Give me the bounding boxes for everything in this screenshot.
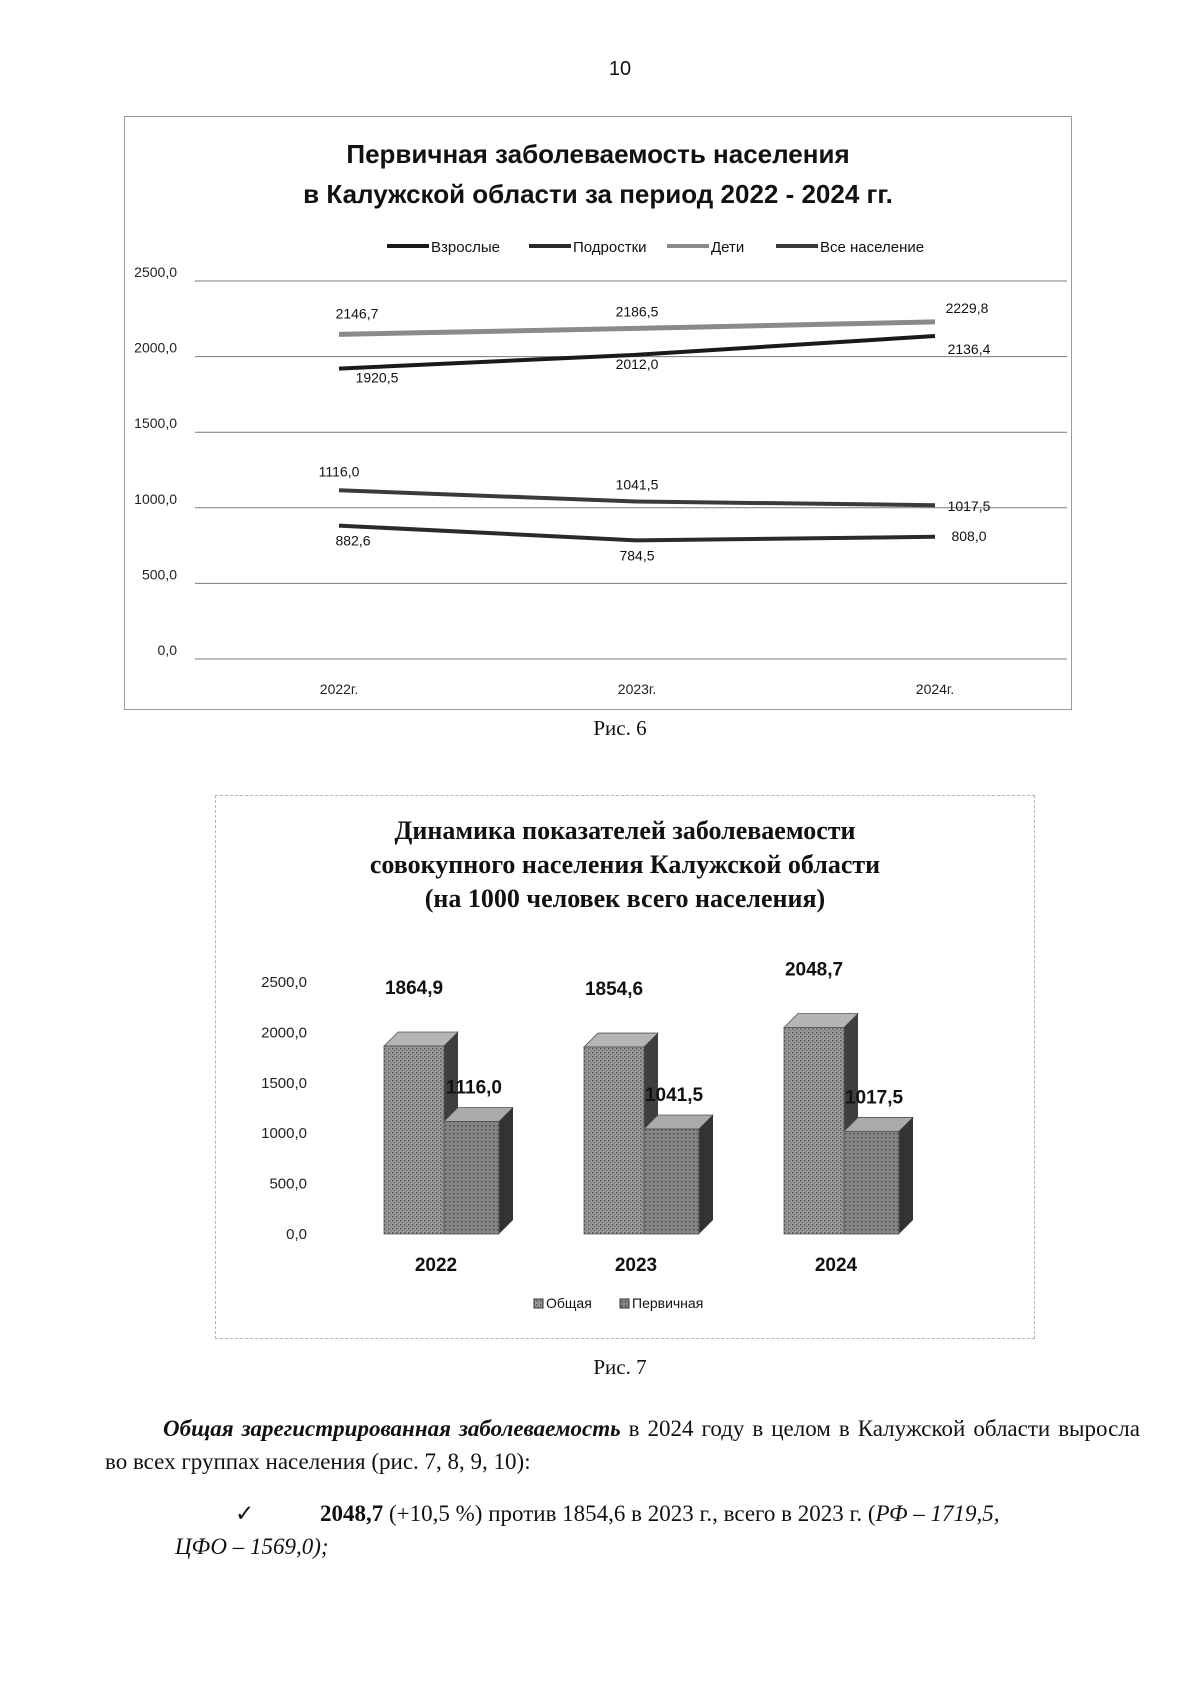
data-label: 2229,8 bbox=[945, 299, 989, 316]
series-line-3 bbox=[339, 490, 935, 505]
x-tick-label: 2023г. bbox=[617, 681, 657, 697]
y-tick-label: 2000,0 bbox=[134, 339, 177, 356]
x-tick-label: 2022 bbox=[414, 1255, 458, 1276]
bar-general bbox=[584, 1047, 644, 1234]
data-label: 882,6 bbox=[335, 532, 371, 549]
bullet-value: 2048,7 bbox=[320, 1501, 384, 1526]
bullet-description: (+10,5 %) против 1854,6 в 2023 г., всего в 2023 г. ( bbox=[383, 1501, 876, 1526]
y-tick-label: 1500,0 bbox=[261, 1074, 307, 1092]
bullet-rf-value: РФ – 1719,5, bbox=[875, 1501, 1000, 1526]
bar-primary-side bbox=[699, 1115, 713, 1234]
data-label-general: 1854,6 bbox=[584, 979, 644, 1001]
data-label: 2186,5 bbox=[615, 303, 659, 320]
y-tick-label: 2500,0 bbox=[261, 974, 307, 991]
legend-swatch-0 bbox=[534, 1299, 543, 1308]
legend-label-0: Общая bbox=[546, 1295, 592, 1311]
bar-primary bbox=[444, 1122, 499, 1234]
paragraph-lead: Общая зарегистрированная заболеваемость bbox=[163, 1416, 621, 1441]
figure-6-line-chart bbox=[124, 116, 1072, 710]
data-label-primary: 1017,5 bbox=[844, 1087, 904, 1109]
chart-title-line: совокупного населения Калужской области bbox=[369, 850, 881, 879]
data-label-primary: 1116,0 bbox=[445, 1077, 503, 1099]
bullet-item bbox=[105, 1497, 1140, 1563]
x-tick-label: 2024 bbox=[814, 1255, 858, 1276]
y-tick-label: 500,0 bbox=[269, 1175, 307, 1193]
data-label-general: 1864,9 bbox=[384, 978, 444, 1000]
y-tick-label: 1000,0 bbox=[134, 490, 177, 507]
data-label-general: 2048,7 bbox=[784, 959, 844, 981]
y-tick-label: 0,0 bbox=[157, 642, 177, 658]
figure-7-bar-chart bbox=[215, 795, 1035, 1339]
paragraph-general-morbidity bbox=[105, 1412, 1140, 1478]
legend-label-1: Первичная bbox=[632, 1295, 704, 1311]
y-tick-label: 1500,0 bbox=[134, 415, 177, 432]
chart-title-line: Динамика показателей заболеваемости bbox=[394, 816, 856, 845]
figure-7-caption: Рис. 7 bbox=[593, 1355, 647, 1379]
line-chart-svg bbox=[125, 117, 1071, 709]
chart-title-line: Первичная заболеваемость населения bbox=[346, 139, 850, 169]
data-label: 2146,7 bbox=[335, 305, 379, 322]
legend-swatch-1 bbox=[620, 1299, 629, 1308]
chart-title-line: (на 1000 человек всего населения) bbox=[424, 884, 826, 913]
bar-primary-side bbox=[499, 1108, 513, 1234]
x-tick-label: 2024г. bbox=[915, 681, 955, 697]
data-label: 1041,5 bbox=[615, 476, 659, 493]
data-label: 1116,0 bbox=[318, 463, 360, 480]
figure-6-caption: Рис. 6 bbox=[593, 716, 647, 740]
data-label: 808,0 bbox=[951, 527, 987, 544]
data-label: 784,5 bbox=[619, 547, 655, 564]
legend-label-3: Все население bbox=[820, 239, 925, 256]
check-icon: ✓ bbox=[235, 1501, 255, 1526]
legend-label-0: Взрослые bbox=[431, 239, 500, 256]
paragraph-rest: в 2024 году в целом в Калужской области выросла во всех группах населения (рис. 7, 8, 9, 10): bbox=[105, 1416, 1140, 1474]
bar-chart-svg bbox=[216, 796, 1034, 1338]
y-tick-label: 2500,0 bbox=[134, 264, 177, 280]
bar-primary bbox=[644, 1129, 699, 1234]
data-label: 1920,5 bbox=[355, 369, 399, 386]
series-line-1 bbox=[339, 526, 935, 541]
bar-primary-side bbox=[899, 1117, 913, 1234]
y-tick-label: 1000,0 bbox=[261, 1125, 307, 1143]
page-number: 10 bbox=[608, 58, 632, 80]
series-line-2 bbox=[339, 322, 935, 335]
x-tick-label: 2023 bbox=[614, 1255, 658, 1276]
bullet-text bbox=[105, 1497, 1140, 1530]
bar-primary bbox=[844, 1131, 899, 1234]
data-label: 2012,0 bbox=[615, 355, 659, 372]
y-tick-label: 2000,0 bbox=[261, 1024, 307, 1042]
y-tick-label: 500,0 bbox=[141, 566, 177, 583]
bar-general bbox=[784, 1027, 844, 1234]
bar-general bbox=[384, 1046, 444, 1234]
legend-label-1: Подростки bbox=[573, 239, 647, 256]
data-label: 1017,5 bbox=[947, 498, 991, 515]
data-label: 2136,4 bbox=[947, 340, 991, 357]
chart-title-line: в Калужской области за период 2022 - 2024 гг. bbox=[303, 179, 893, 209]
x-tick-label: 2022г. bbox=[319, 681, 359, 697]
bullet-cfo-value: ЦФО – 1569,0); bbox=[175, 1534, 329, 1559]
data-label-primary: 1041,5 bbox=[644, 1085, 704, 1107]
y-tick-label: 0,0 bbox=[286, 1226, 307, 1243]
legend-label-2: Дети bbox=[711, 239, 745, 256]
